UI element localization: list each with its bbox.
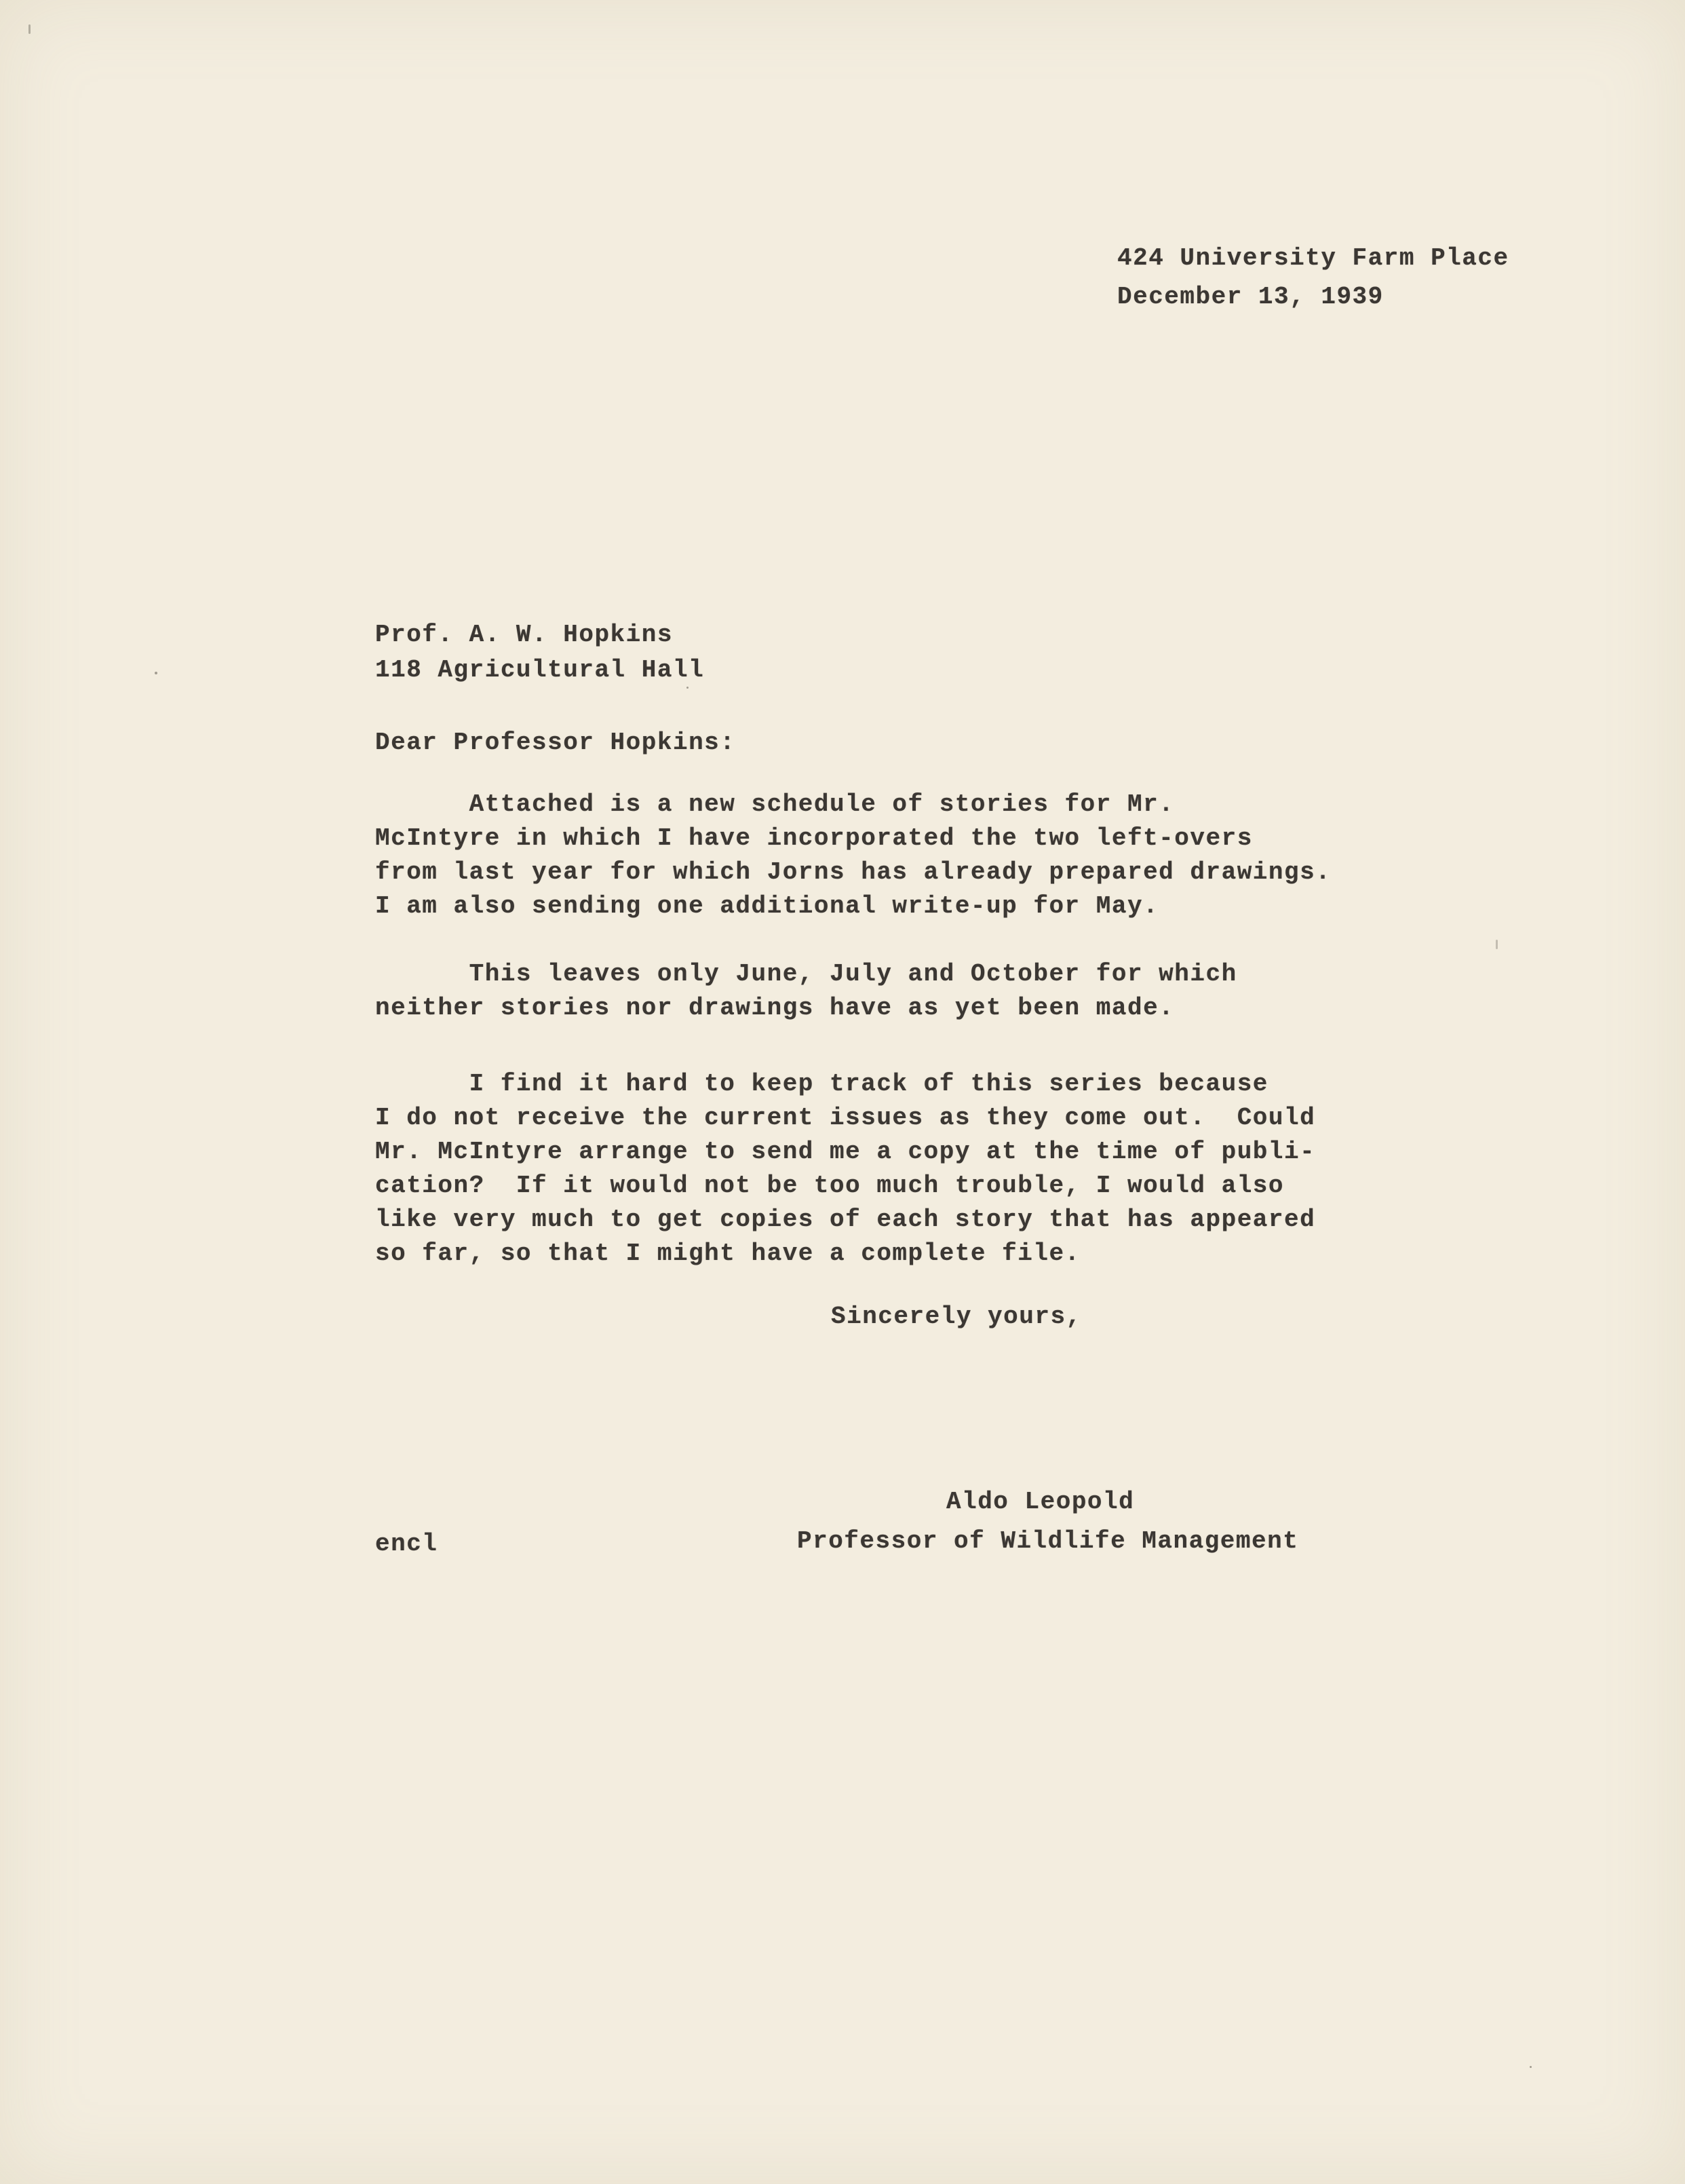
paper-speck bbox=[1530, 2066, 1532, 2068]
body-line: McIntyre in which I have incorporated the two left-overs bbox=[375, 824, 1253, 852]
body-line: from last year for which Jorns has already prepared drawings. bbox=[375, 858, 1332, 886]
recipient-name: Prof. A. W. Hopkins bbox=[375, 621, 673, 649]
body-line: I do not receive the current issues as they come out. Could bbox=[375, 1104, 1316, 1132]
body-line: Attached is a new schedule of stories for Mr. bbox=[375, 790, 1175, 818]
letter-date: December 13, 1939 bbox=[1117, 283, 1384, 311]
body-line: I am also sending one additional write-up for May. bbox=[375, 892, 1159, 920]
body-line: I find it hard to keep track of this series because bbox=[375, 1070, 1268, 1098]
body-line: like very much to get copies of each story that has appeared bbox=[375, 1206, 1316, 1233]
closing: Sincerely yours, bbox=[831, 1303, 1082, 1330]
signature-name: Aldo Leopold bbox=[946, 1488, 1135, 1516]
body-line: cation? If it would not be too much trouble, I would also bbox=[375, 1172, 1285, 1200]
body-line: so far, so that I might have a complete file. bbox=[375, 1240, 1081, 1267]
enclosure-note: encl bbox=[375, 1530, 438, 1558]
paper-speck bbox=[686, 687, 689, 689]
salutation: Dear Professor Hopkins: bbox=[375, 729, 736, 756]
paper-mark bbox=[1496, 940, 1498, 949]
body-line: This leaves only June, July and October for which bbox=[375, 960, 1237, 988]
paper-speck bbox=[155, 672, 157, 674]
recipient-address: 118 Agricultural Hall bbox=[375, 656, 705, 684]
body-line: neither stories nor drawings have as yet been made. bbox=[375, 994, 1175, 1022]
paper-mark bbox=[28, 24, 31, 34]
body-line: Mr. McIntyre arrange to send me a copy at the time of publi- bbox=[375, 1138, 1316, 1166]
signature-title: Professor of Wildlife Management bbox=[797, 1527, 1299, 1555]
sender-street: 424 University Farm Place bbox=[1117, 244, 1509, 272]
